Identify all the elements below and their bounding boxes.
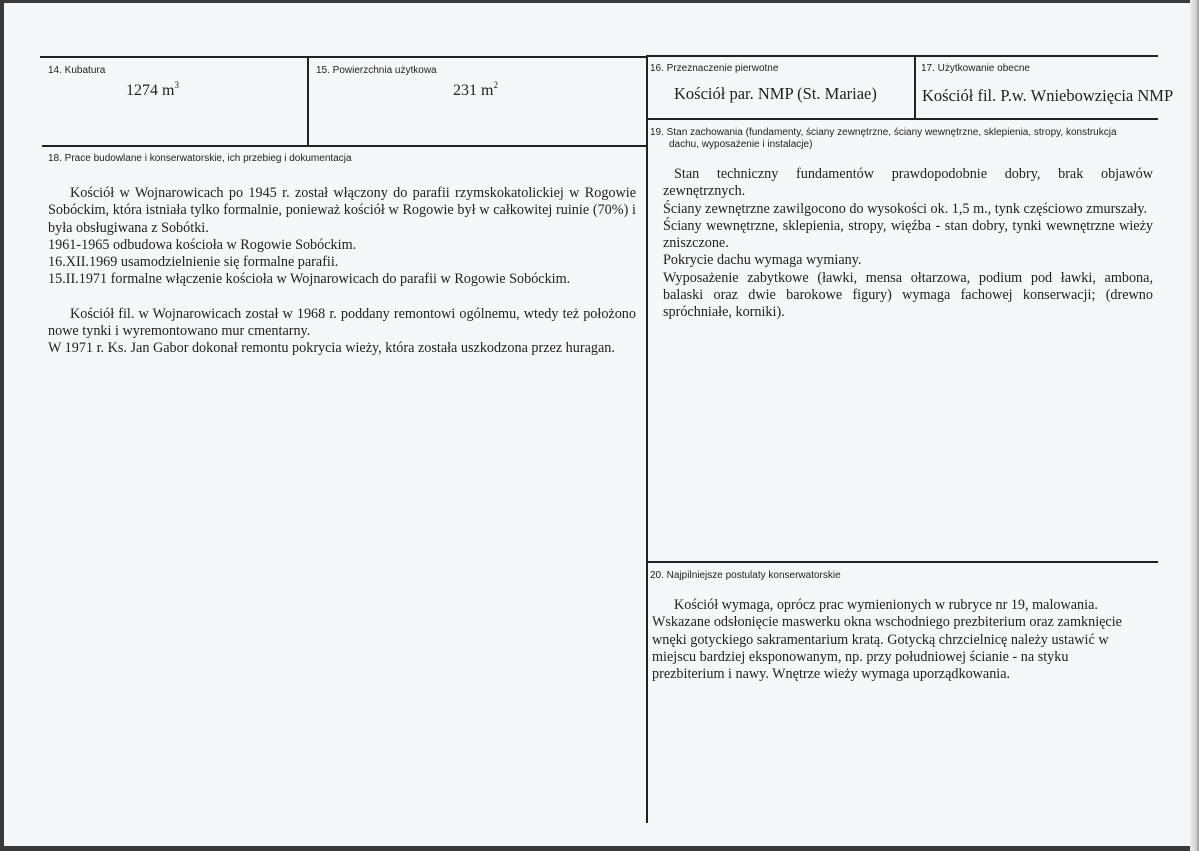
paragraph: Wyposażenie zabytkowe (ławki, mensa ołtarzowa, podium pod ławki, ambona, balaski oraz dwie barokowe figury) wymaga fachowej konserwacji; (drewno spróchniałe, korniki).: [663, 269, 1153, 321]
paragraph: Kościół w Wojnarowicach po 1945 r. został włączony do parafii rzymskokatolickiej w Rogowie Sobóckim, która istniała tylko formalnie, ponieważ kościół w Rogowie był w całkowitej ruinie (70%) i była obsługiwana z Sobótki.: [48, 185, 636, 236]
divider-left-right: [646, 56, 648, 823]
paragraph: 15.II.1971 formalne włączenie kościoła w Wojnarowicach do parafii w Rogowie Sobóckim.: [48, 271, 571, 288]
field-20-label: 20. Najpilniejsze postulaty konserwatorskie: [650, 570, 841, 581]
row-border-14-18: [42, 145, 648, 147]
kubatura-value: 1274 m: [126, 82, 175, 99]
paragraph: W 1971 r. Ks. Jan Gabor dokonał remontu pokrycia wieży, która została uszkodzona przez huragan.: [48, 340, 615, 357]
paragraph: Kościół wymaga, oprócz prac wymienionych w rubryce nr 19, malowania.: [674, 597, 1098, 613]
field-19-label: [650, 127, 1160, 151]
paragraph: Ściany wewnętrzne, sklepienia, stropy, więźba - stan dobry, tynki wewnętrzne wieży zniszczone.: [663, 217, 1153, 252]
field-15-value: [453, 80, 498, 100]
divider-16-17: [914, 56, 916, 119]
top-border-left: [40, 56, 648, 58]
field-14-label: 14. Kubatura: [48, 65, 106, 76]
field-16-label: 16. Przeznaczenie pierwotne: [650, 63, 779, 74]
field-16-value: Kościół par. NMP (St. Mariae): [674, 84, 877, 103]
paragraph: Stan techniczny fundamentów prawdopodobnie dobry, brak objawów zewnętrznych.: [663, 166, 1153, 200]
paragraph: Kościół fil. w Wojnarowicach został w 1968 r. poddany remontowi ogólnemu, wtedy też położono nowe tynki i wyremontowano mur cmentarny.: [48, 305, 636, 340]
field-19-label-line2: dachu, wyposażenie i instalacje): [669, 139, 813, 150]
page-edge-shadow: [1190, 0, 1199, 851]
field-17-value: Kościół fil. P.w. Wniebowzięcia NMP: [922, 86, 1174, 105]
paragraph: Wskazane odsłonięcie maswerku okna wschodniego prezbiterium oraz zamknięcie wnęki gotyckiego sakramentarium kratą. Gotycką chrzcielnicę należy ustawić w miejscu bardziej eksponowanym, np. przy południowej ścianie - na styku prezbiterium i nawy. Wnętrze wieży wymaga uporządkowania.: [652, 614, 1122, 683]
paragraph: 16.XII.1969 usamodzielnienie się formalne parafii.: [48, 254, 339, 271]
divider-14-15: [307, 57, 309, 146]
top-border-right: [646, 55, 1158, 57]
field-19-content: [663, 166, 1153, 322]
unit-exponent: 3: [174, 80, 179, 90]
field-20-content: [652, 597, 1152, 683]
unit-exponent: 2: [493, 80, 498, 90]
field-18-content: [48, 185, 636, 358]
paragraph: Ściany zewnętrzne zawilgocono do wysokości ok. 1,5 m., tynk częściowo zmurszały.: [663, 200, 1148, 217]
field-18-label: 18. Prace budowlane i konserwatorskie, ich przebieg i dokumentacja: [48, 153, 352, 164]
row-border-19-20: [646, 561, 1158, 563]
paragraph: 1961-1965 odbudowa kościoła w Rogowie Sobóckim.: [48, 236, 357, 253]
field-14-value: [126, 80, 179, 100]
paragraph: Pokrycie dachu wymaga wymiany.: [663, 252, 862, 269]
field-17-label: 17. Użytkowanie obecne: [921, 63, 1030, 74]
field-15-label: 15. Powierzchnia użytkowa: [316, 65, 437, 76]
powierzchnia-value: 231 m: [453, 82, 494, 99]
row-border-16-19: [646, 118, 1158, 120]
field-19-label-line1: 19. Stan zachowania (fundamenty, ściany zewnętrzne, ściany wewnętrzne, sklepienia, stropy, konstrukcja: [650, 127, 1117, 138]
